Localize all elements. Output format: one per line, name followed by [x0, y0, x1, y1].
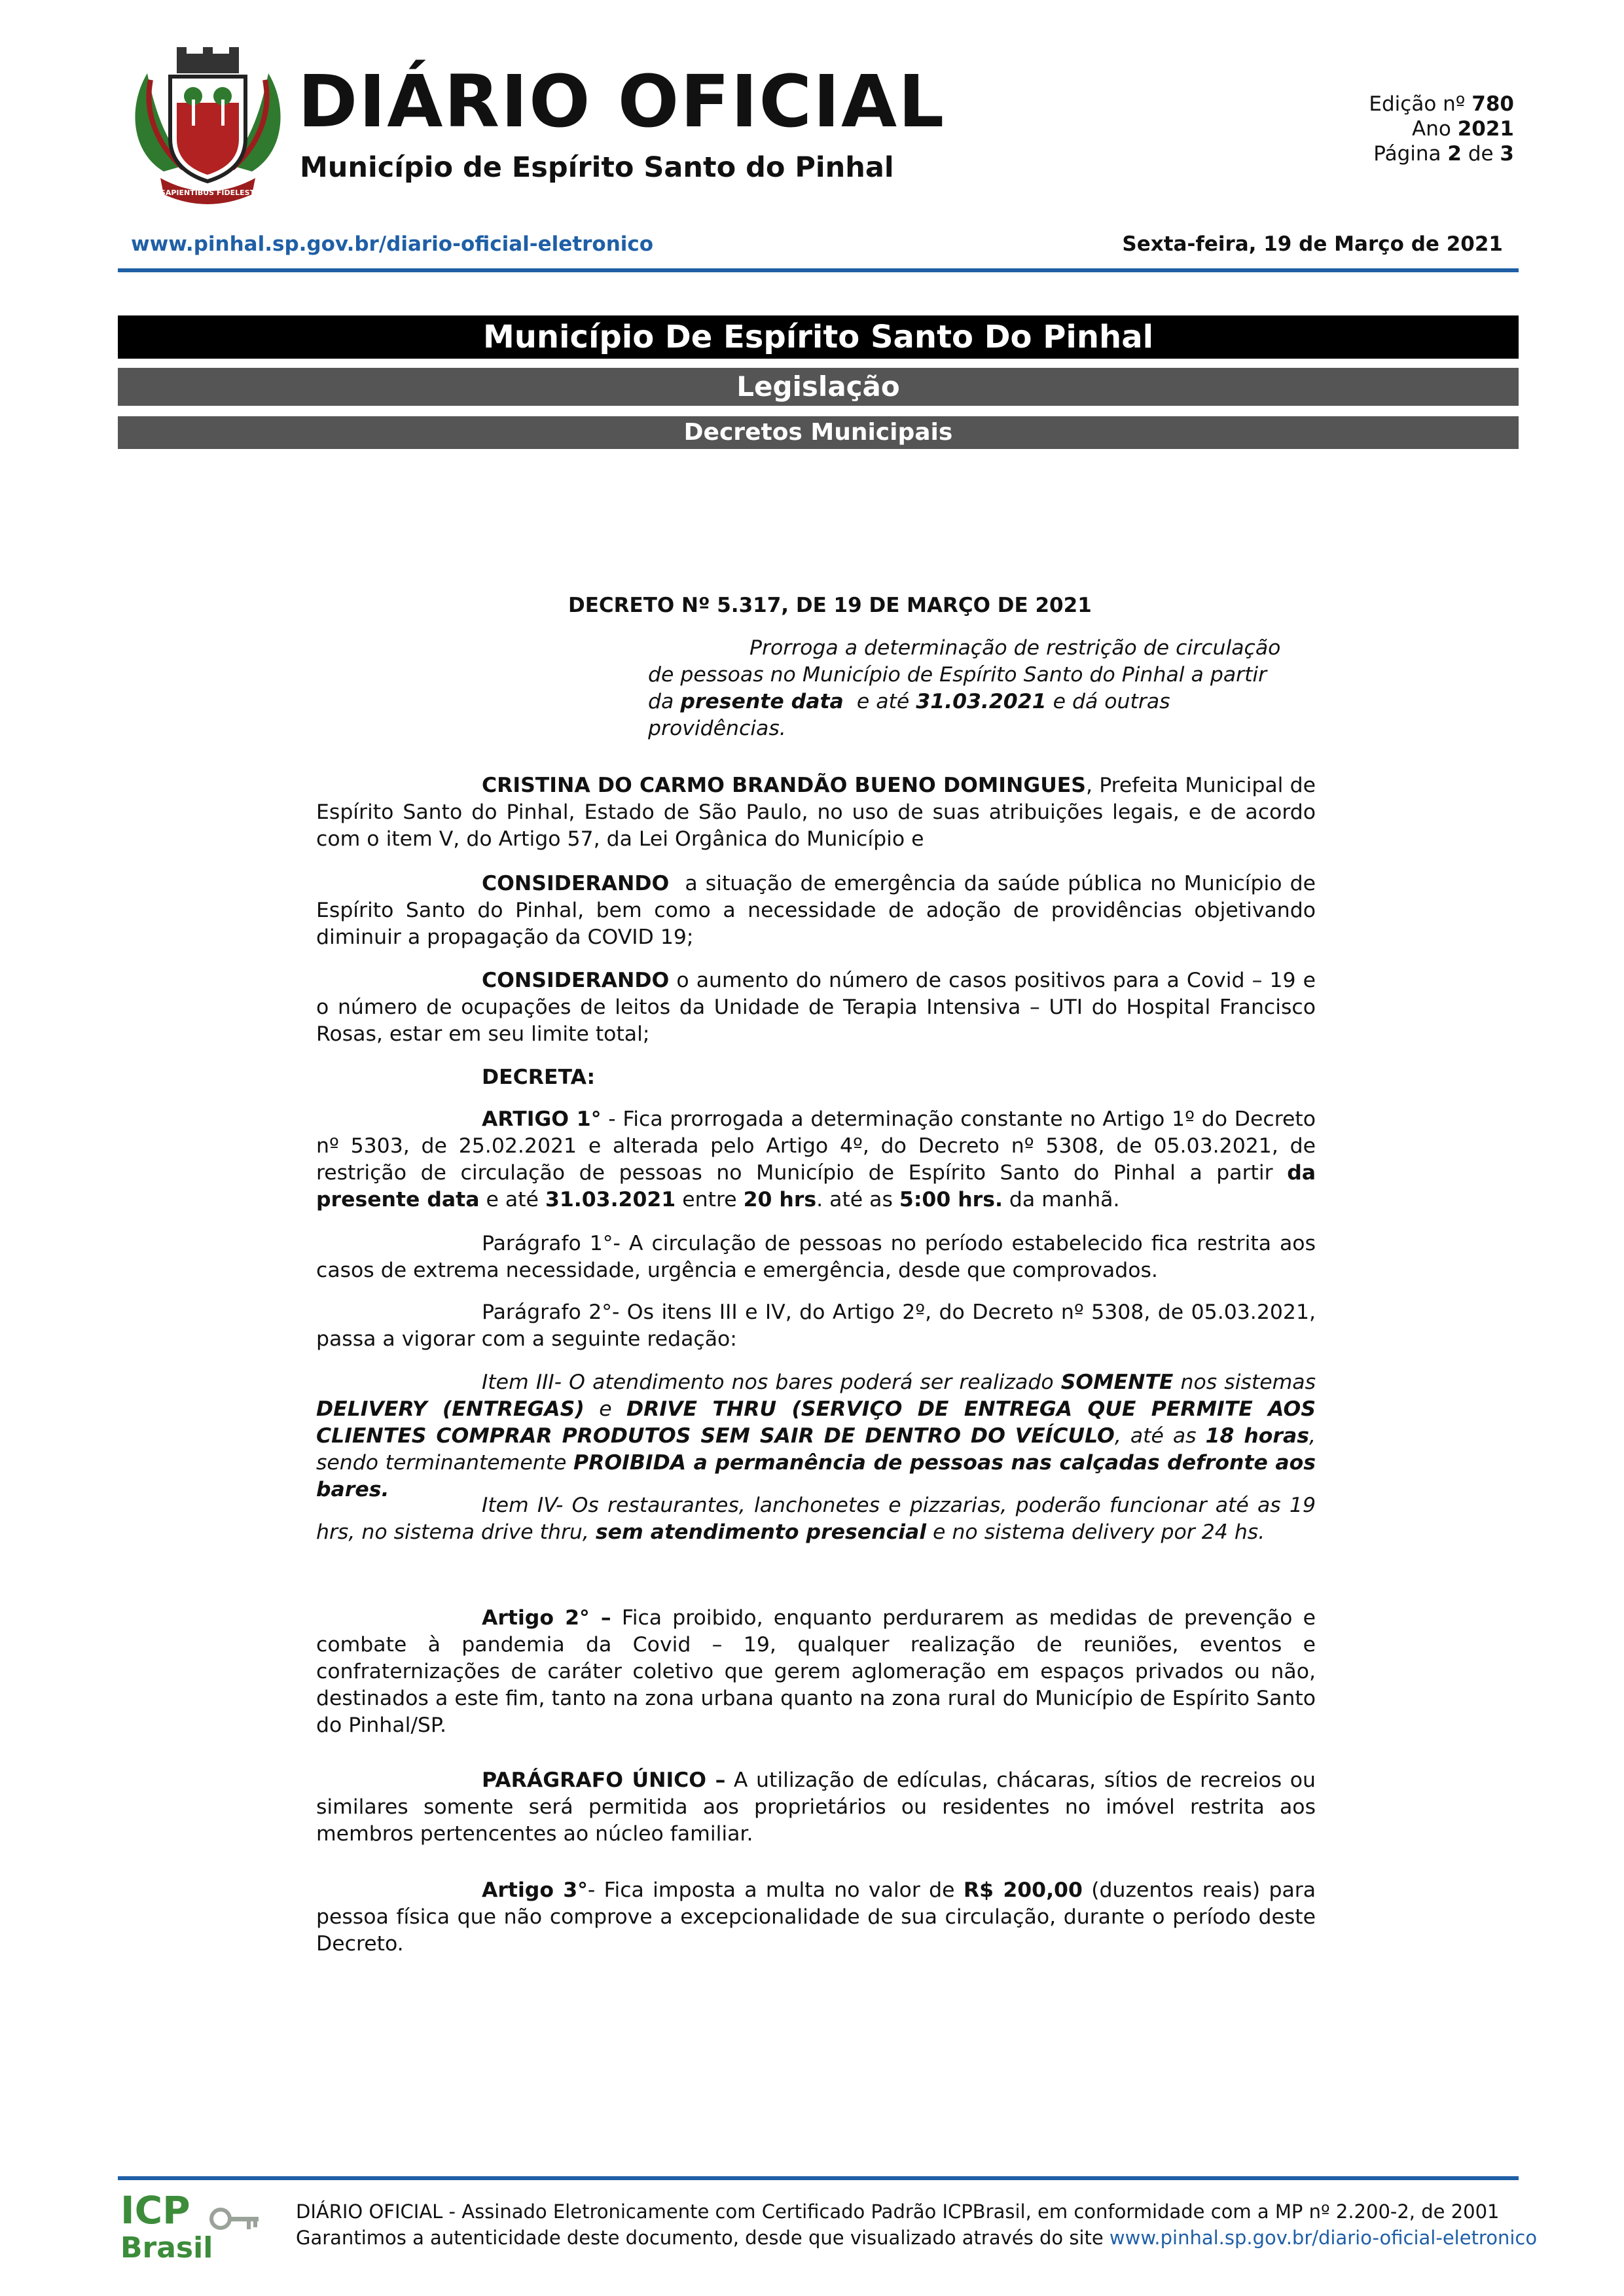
paragraph-decreta: DECRETA: — [482, 1066, 596, 1089]
paragraph-preamble: CRISTINA DO CARMO BRANDÃO BUENO DOMINGUES, Prefeita Municipal de Espírito Santo do Pinhal, Estado de São Paulo, no uso de suas atribuições legais, e de acordo com o item V, do Artigo 57, da Lei Orgânica do Município e — [316, 774, 1316, 851]
paragraph-considerando-2: CONSIDERANDO o aumento do número de casos positivos para a Covid – 19 e o número de ocupações de leitos da Unidade de Terapia Intensiva – UTI do Hospital Francisco Rosas, estar em seu limite total; — [316, 969, 1316, 1046]
section-bar-municipio: Município De Espírito Santo Do Pinhal — [118, 315, 1519, 359]
year-value: 2021 — [1457, 117, 1514, 141]
ementa-line-3: da presente data e até 31.03.2021 e dá outras providências. — [648, 690, 1170, 740]
edition-line: Edição nº 780 — [1369, 92, 1514, 116]
newspaper-title: DIÁRIO OFICIAL — [298, 60, 946, 143]
publication-date: Sexta-feira, 19 de Março de 2021 — [1122, 232, 1503, 256]
municipal-crest-icon — [124, 41, 291, 207]
footer-signature-note: DIÁRIO OFICIAL - Assinado Eletronicamente com Certificado Padrão ICPBrasil, em conformidade com a MP nº 2.200-2, de 2001 — [296, 2200, 1500, 2223]
decree-title: DECRETO Nº 5.317, DE 19 DE MARÇO DE 2021 — [568, 594, 1092, 617]
paragraph-artigo-3: Artigo 3°- Fica imposta a multa no valor de R$ 200,00 (duzentos reais) para pessoa física que não comprove a excepcionalidade de sua circulação, durante o período deste Decreto. — [316, 1878, 1316, 1956]
newspaper-subtitle: Município de Espírito Santo do Pinhal — [300, 151, 894, 184]
paragraph-artigo-2: Artigo 2° – Fica proibido, enquanto perdurarem as medidas de prevenção e combate à pandemia da Covid – 19, qualquer realização de reuniões, eventos e confraternizações de caráter coletivo que gerem aglomeração em espaços privados ou não, destinados a este fim, tanto na zona urbana quanto na zona rural do Município de Espírito Santo do Pinhal/SP. — [316, 1606, 1316, 1737]
page-total: 3 — [1500, 142, 1514, 166]
footer-divider — [118, 2176, 1519, 2180]
crest-motto: SAPIENTIBUS FIDELEST — [160, 188, 255, 197]
footer-authenticity-note: Garantimos a autenticidade deste documento, desde que visualizado através do site www.pinhal.sp.gov.br/diario-oficial-eletronico — [296, 2227, 1538, 2249]
page-line: Página 2 de 3 — [1373, 142, 1514, 166]
site-link[interactable]: www.pinhal.sp.gov.br/diario-oficial-eletronico — [131, 232, 654, 256]
paragraph-paragrafo-1: Parágrafo 1°- A circulação de pessoas no período estabelecido fica restrita aos casos de extrema necessidade, urgência e emergência, desde que comprovados. — [316, 1232, 1316, 1282]
paragraph-item-4: Item IV- Os restaurantes, lanchonetes e pizzarias, poderão funcionar até as 19 hrs, no sistema drive thru, sem atendimento presencial e no sistema delivery por 24 hs. — [316, 1494, 1316, 1544]
header-divider — [118, 268, 1519, 272]
section-bar-decretos: Decretos Municipais — [118, 416, 1519, 449]
year-line: Ano 2021 — [1412, 117, 1514, 141]
ementa-line-1: Prorroga a determinação de restrição de circulação — [749, 636, 1281, 660]
footer-site-link[interactable]: www.pinhal.sp.gov.br/diario-oficial-eletronico — [1109, 2227, 1538, 2249]
section-bar-legislacao: Legislação — [118, 368, 1519, 406]
mayor-name: CRISTINA DO CARMO BRANDÃO BUENO DOMINGUES — [482, 774, 1086, 797]
ementa-line-2: de pessoas no Município de Espírito Santo do Pinhal a partir — [648, 663, 1267, 687]
page-current: 2 — [1447, 142, 1462, 166]
edition-info — [1369, 92, 1514, 166]
paragraph-paragrafo-unico: PARÁGRAFO ÚNICO – A utilização de edículas, chácaras, sítios de recreios ou similares somente será permitida aos proprietários ou residentes no imóvel restrita aos membros pertencentes ao núcleo familiar. — [316, 1768, 1316, 1846]
paragraph-item-3: Item III- O atendimento nos bares poderá ser realizado SOMENTE nos sistemas DELIVERY (ENTREGAS) e DRIVE THRU (SERVIÇO DE ENTREGA QUE PERMITE AOS CLIENTES COMPRAR PRODUTOS SEM SAIR DE DENTRO DO VEÍCULO, até as 18 horas, sendo terminantemente PROIBIDA a permanência de pessoas nas calçadas defronte aos bares. — [316, 1371, 1316, 1501]
icp-logo-bottom-text: Brasil — [120, 2231, 213, 2261]
paragraph-artigo-1: ARTIGO 1° - Fica prorrogada a determinação constante no Artigo 1º do Decreto nº 5303, de 25.02.2021 e alterada pelo Artigo 4º, do Decreto nº 5308, de 05.03.2021, de restrição de circulação de pessoas no Município de Espírito Santo do Pinhal a partir da presente data e até 31.03.2021 entre 20 hrs. até as 5:00 hrs. da manhã. — [316, 1107, 1316, 1211]
paragraph-paragrafo-2: Parágrafo 2°- Os itens III e IV, do Artigo 2º, do Decreto nº 5308, de 05.03.2021, passa a vigorar com a seguinte redação: — [316, 1300, 1316, 1351]
icp-brasil-key-icon — [119, 2189, 260, 2261]
edition-number: 780 — [1471, 92, 1514, 116]
paragraph-considerando-1: CONSIDERANDO a situação de emergência da saúde pública no Município de Espírito Santo do Pinhal, bem como a necessidade de adoção de providências objetivando diminuir a propagação da COVID 19; — [316, 872, 1323, 949]
icp-logo-top-text: ICP — [120, 2189, 190, 2233]
decree-ementa — [648, 635, 1293, 742]
